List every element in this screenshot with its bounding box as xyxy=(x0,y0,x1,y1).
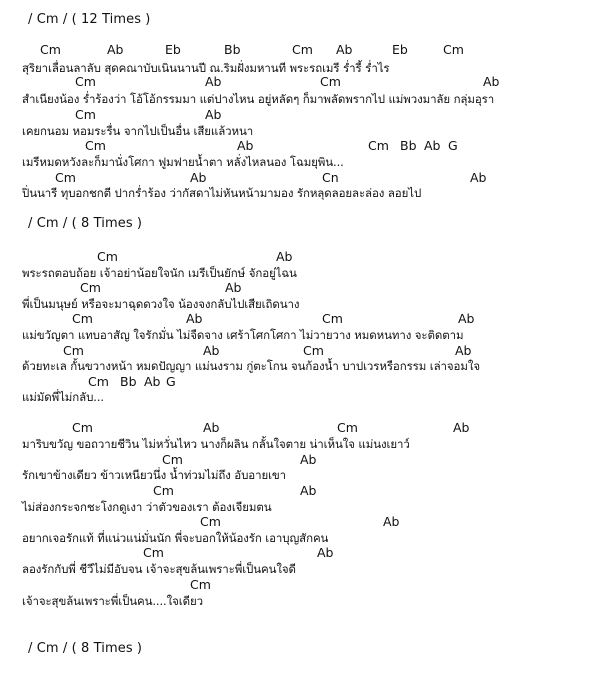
lyric-line: เคยกนอม หอมระรื่น จากไปเป็นอื่น เสียแล้วหนา xyxy=(22,124,254,138)
chord: Cm xyxy=(75,74,96,89)
chord: Ab xyxy=(203,420,220,435)
section-header: / Cm / ( 8 Times ) xyxy=(28,216,143,231)
chord: Ab xyxy=(483,74,500,89)
chord: Cm xyxy=(162,452,183,467)
chord: Cm xyxy=(85,138,106,153)
chord: Ab xyxy=(300,483,317,498)
lyric-line: สุริยาเลื่อนลาลับ สุดคณาบับเนินนานปี ณ.ริมฝั่งมหานที พระรถเมรี ร่ำรี้ ร่ำไร xyxy=(22,61,390,75)
chord: Ab xyxy=(186,311,203,326)
chord: Ab xyxy=(205,74,222,89)
chord: G xyxy=(448,138,458,153)
chord-line xyxy=(0,107,600,123)
chord: Ab xyxy=(144,374,161,389)
chord-line xyxy=(0,374,600,390)
lyric-line: ลองรักกับพี่ ชีวีไม่มีอับจน เจ้าจะสุขล้นเพราะพี่เป็นคนใจดี xyxy=(22,562,296,576)
chord: Ab xyxy=(225,280,242,295)
chord-line xyxy=(0,42,600,58)
lyric-line: มาริบขวัญ ขอถวายชีวิน ไม่หวั่นไหว นางก็ผลิน กลั้นใจตาย น่าเห็นใจ แม่นงเยาว์ xyxy=(22,437,410,451)
chord: Ab xyxy=(455,343,472,358)
chord: Eb xyxy=(392,42,408,57)
lyric-line: ด้วยทะเล กั้นขวางหน้า หมดปัญญา แม่นงราม กู่ตะโกน จนก้องน้ำ บาปเวรหรือกรรม เล่าจอมใจ xyxy=(22,359,480,373)
chord-line xyxy=(0,420,600,436)
chord: Cm xyxy=(72,311,93,326)
chord: Cm xyxy=(40,42,61,57)
chord: Cm xyxy=(200,514,221,529)
section-header: / Cm / ( 8 Times ) xyxy=(28,641,143,656)
chord-line xyxy=(0,514,600,530)
lyric-line: แม่ขวัญตา แทบอาสัญ ใจรักมั่น ไม่จืดจาง เศร้าโศกโศกา ไม่วายวาง หมดหนทาง จะติดตาม xyxy=(22,328,464,342)
chord: Ab xyxy=(458,311,475,326)
chord: Cm xyxy=(368,138,389,153)
chord: Ab xyxy=(453,420,470,435)
chord: Cm xyxy=(55,170,76,185)
chord-line xyxy=(0,483,600,499)
chord: Ab xyxy=(470,170,487,185)
chord-line xyxy=(0,452,600,468)
lyric-line: รักเขาข้างเดียว ข้าวเหนียวนึ่ง น้ำท่วมไม่ถึง อับอายเขา xyxy=(22,468,287,482)
chord: Cm xyxy=(80,280,101,295)
chord: Cn xyxy=(322,170,339,185)
lyric-line: พระรถตอบถ้อย เจ้าอย่าน้อยใจนัก เมรีเป็นยักษ์ จักอยู่ไฉน xyxy=(22,266,297,280)
chord: Ab xyxy=(203,343,220,358)
chord: Ab xyxy=(107,42,124,57)
chord: Ab xyxy=(190,170,207,185)
chord: Cm xyxy=(320,74,341,89)
chord: Ab xyxy=(336,42,353,57)
chord-line xyxy=(0,74,600,90)
chord: Cm xyxy=(443,42,464,57)
lyric-line: เมรีหมดหวังละก็มานั่งโศกา ฟูมฟายน้ำตา หลั่งไหลนอง โฉมยุพิน... xyxy=(22,155,344,169)
chord: Cm xyxy=(303,343,324,358)
chord: Ab xyxy=(383,514,400,529)
chord: Cm xyxy=(88,374,109,389)
lyric-line: แม่มัดพี่ไม่กลับ... xyxy=(22,390,104,404)
chord: Cm xyxy=(75,107,96,122)
chord: Cm xyxy=(190,577,211,592)
chord: G xyxy=(166,374,176,389)
lyric-line: สำเนียงน้อง ร่ำร้องว่า โอ้โอ้กรรมมา แต่ปางไหน อยู่หลัดๆ ก็มาพลัดพรากไป แม่พวงมาลัย กลุ่มอุรา xyxy=(22,92,495,106)
chord: Ab xyxy=(276,249,293,264)
chord: Cm xyxy=(143,545,164,560)
chord-line xyxy=(0,577,600,593)
chord-line xyxy=(0,280,600,296)
chord-line xyxy=(0,138,600,154)
chord: Ab xyxy=(237,138,254,153)
chord: Bb xyxy=(400,138,417,153)
chord-line xyxy=(0,170,600,186)
chord: Cm xyxy=(72,420,93,435)
chord-line xyxy=(0,343,600,359)
lyric-line: พี่เป็นมนุษย์ หรือจะมาฉุดดวงใจ น้องจงกลับไปเสียเถิดนาง xyxy=(22,297,300,311)
chord-line xyxy=(0,545,600,561)
chord: Ab xyxy=(300,452,317,467)
chord: Cm xyxy=(337,420,358,435)
chord: Ab xyxy=(424,138,441,153)
chord: Ab xyxy=(205,107,222,122)
section-header: / Cm / ( 12 Times ) xyxy=(28,12,151,27)
chord-line xyxy=(0,249,600,265)
lyric-line: ไม่ส่องกระจกชะโงกดูเงา ว่าตัวของเรา ต้องเจียมตน xyxy=(22,500,272,514)
chord: Ab xyxy=(317,545,334,560)
chord: Cm xyxy=(292,42,313,57)
lyric-line: อยากเจอรักแท้ ที่แน่วแน่มั่นนัก พี่จะบอกให้น้องรัก เอาบุญสักคน xyxy=(22,531,329,545)
chord: Eb xyxy=(165,42,181,57)
chord: Bb xyxy=(224,42,241,57)
lyric-line: ปิ่นนารี ทุบอกชกตี ปากร่ำร้อง ว่ากัสดาไม่หันหน้ามามอง รักหลุดลอยละล่อง ลอยไป xyxy=(22,186,422,200)
chord-line xyxy=(0,311,600,327)
chord: Cm xyxy=(63,343,84,358)
chord: Cm xyxy=(322,311,343,326)
chord: Cm xyxy=(153,483,174,498)
chord: Cm xyxy=(97,249,118,264)
chord: Bb xyxy=(120,374,137,389)
lyric-line: เจ้าจะสุขล้นเพราะพี่เป็นคน....ใจเดียว xyxy=(22,594,203,608)
